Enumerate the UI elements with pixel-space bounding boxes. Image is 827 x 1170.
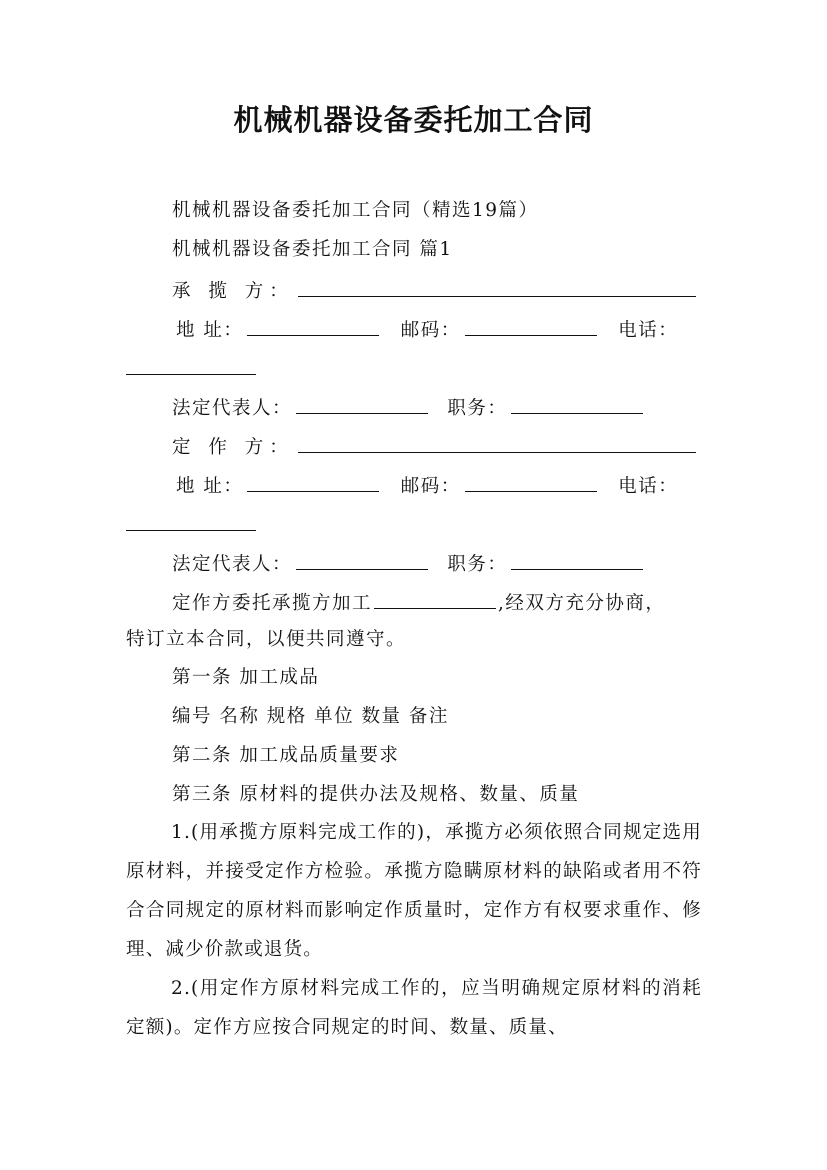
subtitle: 机械机器设备委托加工合同（精选19篇） [172,200,539,221]
phone-blank [126,354,256,375]
orderer-blank [298,432,696,453]
commission-text-a: 定作方委托承揽方加工 [172,593,373,614]
phone-blank [126,510,256,531]
orderer-legal-line [172,549,647,578]
phone-label: 电话： [618,320,679,341]
legal-rep-blank [296,549,428,570]
phone-blank-line [126,354,256,383]
clause-1: 1.(用承揽方原料完成工作的)，承揽方必须依照合同规定选用原材料，并接受定作方检验。承揽方隐瞒原材料的缺陷或者用不符合合同规定的原材料而影响定作质量时，定作方有权要求重作、修理、减少价款或退货。 [126,822,702,960]
article-3-heading: 第三条 原材料的提供办法及规格、数量、质量 [172,784,580,805]
position-blank [511,393,643,414]
position-label: 职务： [447,554,508,575]
commission-blank [374,588,496,609]
commission-continuation: 特订立本合同，以便共同遵守。 [126,629,407,650]
position-label: 职务： [447,398,508,419]
postcode-label: 邮码： [400,320,461,341]
position-blank [511,549,643,570]
contractor-blank [298,276,696,297]
column-headers: 编号 名称 规格 单位 数量 备注 [172,706,449,727]
postcode-blank [465,471,597,492]
legal-rep-label: 法定代表人： [172,554,293,575]
article-1-heading: 第一条 加工成品 [172,667,320,688]
phone-blank-line [126,510,256,539]
address-label: 地 址： [176,476,244,497]
postcode-blank [465,315,597,336]
postcode-label: 邮码： [400,476,461,497]
phone-label: 电话： [618,476,679,497]
legal-rep-label: 法定代表人： [172,398,293,419]
contractor-address-line [176,315,678,344]
orderer-line [172,432,700,461]
clause-2: 2.(用定作方原材料完成工作的，应当明确规定原材料的消耗定额)。定作方应按合同规定的时间、数量、质量、 [126,978,702,1038]
orderer-label: 定 作 方： [172,437,294,458]
address-blank [247,471,379,492]
contractor-legal-line [172,393,647,422]
article-2-heading: 第二条 加工成品质量要求 [172,745,400,766]
orderer-address-line [176,471,678,500]
contractor-line [172,276,700,305]
document-title: 机械机器设备委托加工合同 [233,103,594,137]
address-blank [247,315,379,336]
commission-line [172,588,665,617]
legal-rep-blank [296,393,428,414]
part-heading: 机械机器设备委托加工合同 篇1 [172,239,453,260]
commission-text-b: ,经双方充分协商， [498,593,666,614]
contractor-label: 承 揽 方： [172,281,294,302]
address-label: 地 址： [176,320,244,341]
